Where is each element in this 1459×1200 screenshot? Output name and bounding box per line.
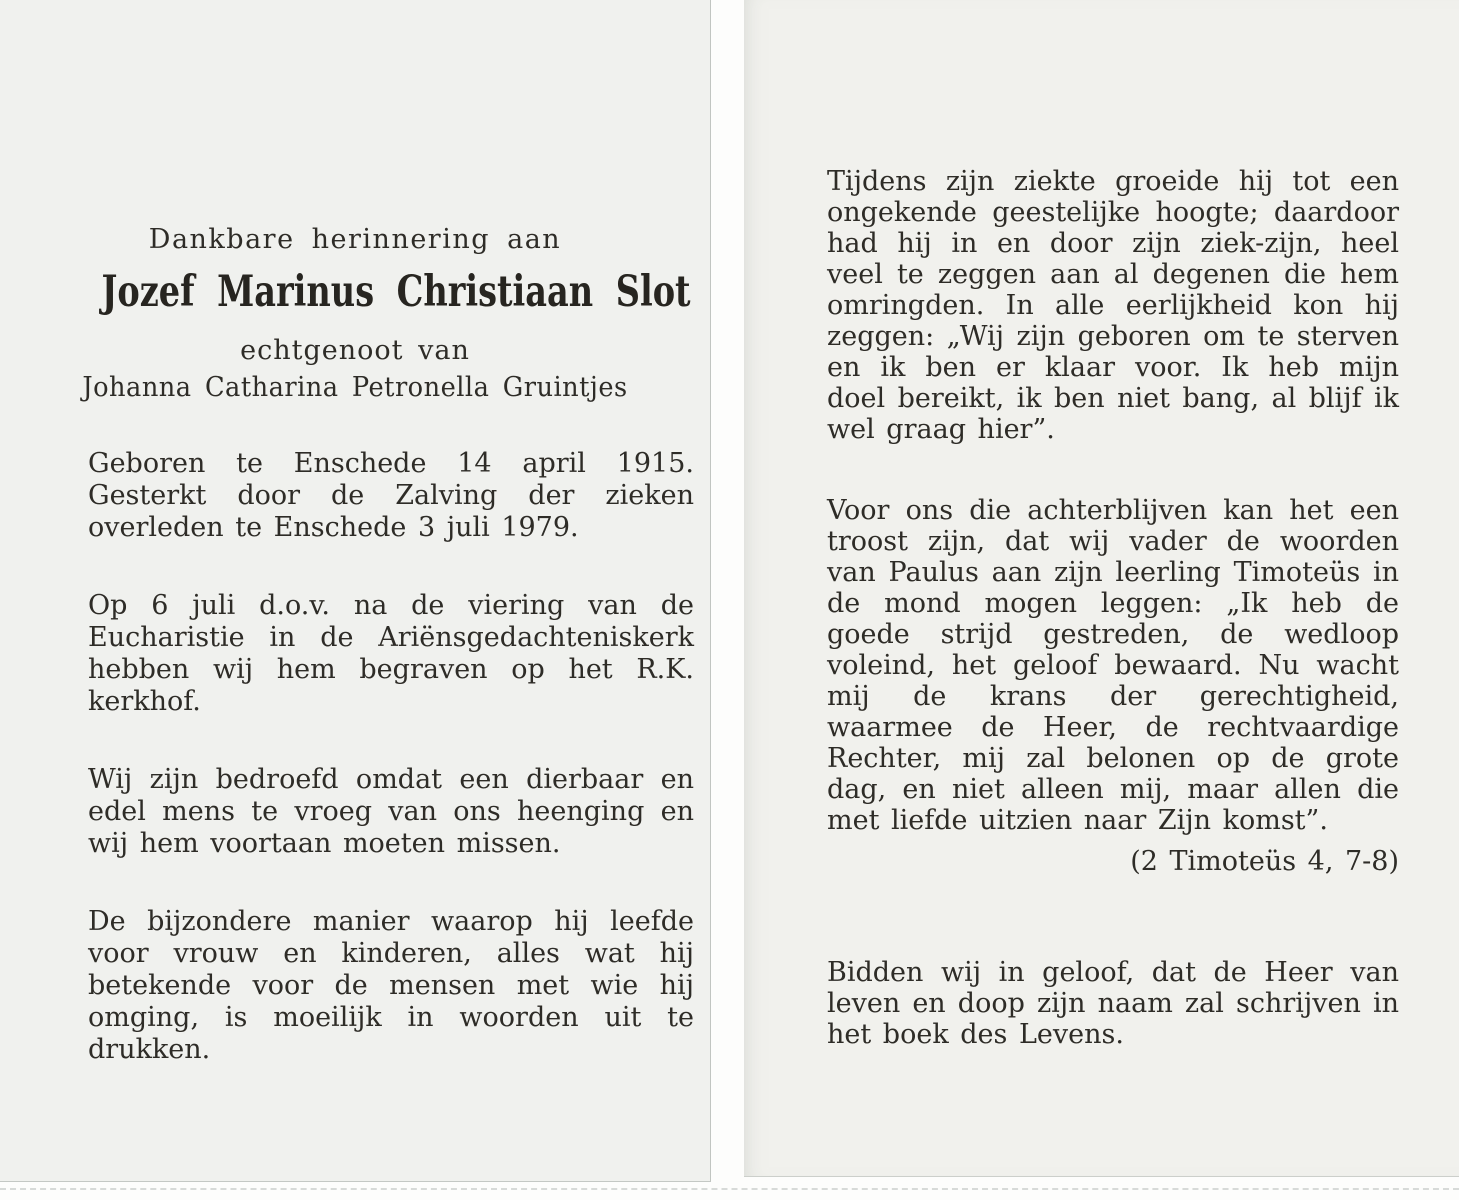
remembrance-intro-line: Dankbare herinnering aan (148, 224, 562, 255)
card-front-page (0, 0, 711, 1182)
front-page-text (88, 448, 694, 1066)
bible-citation: (2 Timoteüs 4, 7-8) (1130, 846, 1399, 877)
inner-page-text (827, 166, 1399, 1050)
paragraph-closing-prayer: Bidden wij in geloof, dat de Heer van leven en doop zijn naam zal schrijven in het boek des Levens. (827, 957, 1399, 1050)
spouse-intro-line: echtgenoot van (240, 335, 470, 366)
paragraph-paulus-quote: Voor ons die achterblijven kan het een troost zijn, dat wij vader de woorden van Paulus aan zijn leerling Timoteüs in de mond mogen leggen: „Ik heb de goede strijd gestreden, de wedloop voleind, het geloof bewaard. Nu wacht mij de krans der gerechtigheid, waarmee de Heer, de rechtvaardige Rechter, mij zal belonen op de grote dag, en niet alleen mij, maar allen die met liefde uitzien naar Zijn komst”. (827, 495, 1399, 836)
paragraph-illness-quote: Tijdens zijn ziekte groeide hij tot een ongekende geestelijke hoogte; daardoor had hij in en door zijn ziek-zijn, heel veel te zeggen aan al degenen die hem omringden. In alle eerlijkheid kon hij zeggen: „Wij zijn geboren om te sterven en ik ben er klaar voor. Ik heb mijn doel bereikt, ik ben niet bang, al blijf ik wel graag hier”. (827, 166, 1399, 445)
paragraph-grief: Wij zijn bedroefd omdat een dierbaar en edel mens te vroeg van ons heenging en wij hem voortaan moeten missen. (88, 764, 694, 859)
page-bottom-cut-line (0, 1188, 1459, 1190)
paragraph-funeral: Op 6 juli d.o.v. na de viering van de Eucharistie in de Ariënsgedachteniskerk hebben wij hem begraven op het R.K. kerkhof. (88, 590, 694, 717)
card-inner-page (744, 0, 1459, 1177)
deceased-name: Jozef Marinus Christiaan Slot (101, 267, 691, 317)
paragraph-birth-death: Geboren te Enschede 14 april 1915. Gesterkt door de Zalving der zieken overleden te Enschede 3 juli 1979. (88, 448, 694, 543)
spouse-name: Johanna Catharina Petronella Gruintjes (82, 372, 628, 403)
paragraph-character: De bijzondere manier waarop hij leefde voor vrouw en kinderen, alles wat hij betekende voor de mensen met wie hij omging, is moeilijk in woorden uit te drukken. (88, 906, 694, 1065)
card-header (30, 224, 691, 403)
